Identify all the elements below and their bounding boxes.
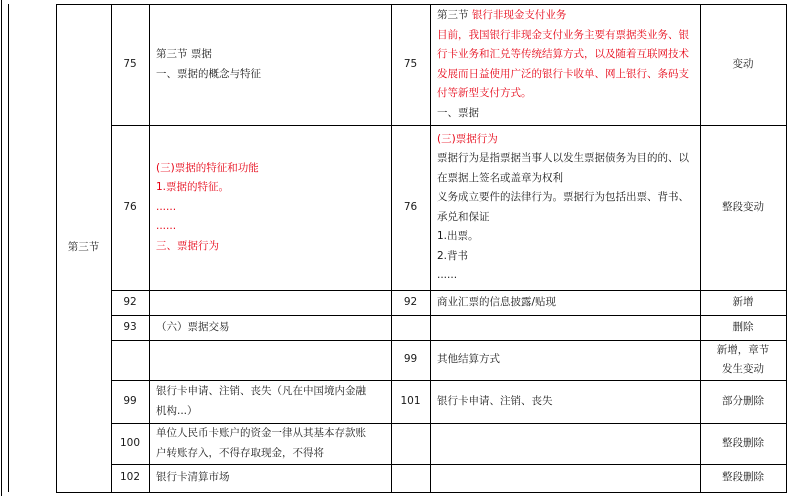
- old-content-text: ......: [156, 200, 177, 213]
- old-content-text: 银行卡清算市场: [156, 471, 230, 484]
- row-border: [111, 125, 787, 126]
- new-page-number: [391, 4, 430, 125]
- change-type-text: 整段删除: [722, 471, 764, 484]
- new-content-line: [437, 65, 696, 85]
- old-content: [149, 423, 391, 464]
- row-border: [111, 464, 787, 465]
- new-page-number-text: 75: [403, 57, 418, 70]
- row-border: [111, 423, 787, 424]
- change-type: [700, 423, 786, 464]
- old-page-number-text: 92: [123, 295, 137, 308]
- old-content-text: （六）票据交易: [156, 320, 230, 333]
- change-type: [700, 290, 786, 315]
- new-content-segment: (三)票据行为: [437, 132, 498, 145]
- new-page-number-text: 101: [400, 394, 421, 407]
- old-content-text: 户转账存入，不得存取现金，不得将: [156, 446, 324, 459]
- new-content-line: [437, 6, 696, 26]
- new-content-line: [437, 293, 696, 313]
- row-border: [111, 315, 787, 316]
- new-content-segment: 银行卡申请、注销、丧失: [437, 394, 553, 407]
- new-page-number-text: 92: [403, 295, 418, 308]
- row-border: [111, 290, 787, 291]
- row-border: [111, 380, 787, 381]
- old-content-text: 一、票据的概念与特征: [156, 67, 261, 80]
- new-content-line: [437, 149, 696, 169]
- new-content-line: [437, 45, 696, 65]
- old-content: [149, 464, 391, 492]
- new-page-number: [391, 315, 430, 340]
- row-border: [56, 4, 787, 5]
- old-content-line: [156, 444, 387, 464]
- column-border: [700, 4, 701, 492]
- old-content: [149, 340, 391, 380]
- new-content-line: [437, 104, 696, 124]
- new-page-number: [391, 340, 430, 380]
- change-type: [700, 464, 786, 492]
- new-content: [430, 315, 700, 340]
- new-content-segment: 发展而日益使用广泛的银行卡收单、网上银行、条码支: [437, 67, 689, 80]
- new-content: [430, 290, 700, 315]
- old-page-number: [111, 340, 149, 380]
- old-content-text: 银行卡申请、注销、丧失（凡在中国境内金融: [156, 385, 366, 397]
- old-content-line: [156, 65, 387, 85]
- old-content-line: [156, 198, 387, 218]
- column-border: [149, 4, 150, 492]
- new-content-segment: 付等新型支付方式。: [437, 87, 532, 99]
- old-page-number-text: 102: [119, 471, 141, 484]
- new-content-line: [437, 188, 696, 208]
- old-page-number: [111, 315, 149, 340]
- change-type: [700, 380, 786, 423]
- old-content-line: [156, 178, 387, 198]
- new-content-segment: 其他结算方式: [437, 353, 500, 366]
- section-label-cell: [56, 4, 111, 492]
- change-type-text: 删除: [732, 320, 754, 333]
- old-content-line: [156, 217, 387, 237]
- new-content-line: [437, 84, 696, 104]
- old-content: [149, 125, 391, 290]
- old-page-number: [111, 125, 149, 290]
- new-content-segment: 第三节: [437, 9, 472, 21]
- column-border: [56, 4, 57, 492]
- new-content-line: [437, 392, 696, 412]
- new-content: [430, 423, 700, 464]
- new-content: [430, 4, 700, 125]
- old-content-line: [156, 45, 387, 65]
- new-content-segment: 承兑和保证: [437, 210, 490, 223]
- old-content: [149, 380, 391, 423]
- new-content: [430, 380, 700, 423]
- row-border: [111, 340, 787, 341]
- old-page-number-text: 99: [123, 394, 137, 407]
- change-type-text: 部分删除: [722, 394, 764, 407]
- old-page-number: [111, 423, 149, 464]
- new-content-line: [437, 227, 696, 247]
- new-content-segment: 商业汇票的信息披露/贴现: [437, 295, 557, 308]
- new-content: [430, 464, 700, 492]
- column-border: [111, 4, 112, 492]
- new-content-line: [437, 208, 696, 228]
- old-content-text: (三)票据的特征和功能: [156, 161, 259, 174]
- old-content: [149, 4, 391, 125]
- new-content-segment: 2.背书: [437, 249, 469, 262]
- change-type-text: 新增，章节发生变动: [716, 343, 770, 375]
- column-border: [8, 4, 9, 492]
- new-content-segment: 票据行为是指票据当事人以发生票据债务为目的的、以: [437, 152, 689, 164]
- new-page-number: [391, 290, 430, 315]
- new-page-number: [391, 464, 430, 492]
- new-page-number-text: 99: [403, 353, 418, 366]
- change-type-text: 整段删除: [722, 436, 764, 449]
- change-type-text: 整段变动: [722, 200, 764, 213]
- column-border: [391, 4, 392, 492]
- new-content-line: [437, 169, 696, 189]
- change-type-text: 变动: [732, 57, 754, 70]
- row-border: [56, 492, 787, 493]
- old-content-line: [156, 382, 387, 402]
- outer-border: [1, 0, 2, 496]
- section-label: 第三节: [67, 241, 100, 254]
- old-page-number: [111, 290, 149, 315]
- new-content-line: [437, 26, 696, 46]
- new-content-segment: 一、票据: [437, 106, 479, 119]
- change-type: [700, 340, 786, 380]
- old-content-text: 单位人民币卡账户的资金一律从其基本存款账: [156, 427, 366, 439]
- new-page-number: [391, 423, 430, 464]
- column-border: [786, 4, 787, 492]
- old-content: [149, 315, 391, 340]
- old-page-number-text: 75: [123, 57, 137, 70]
- change-type: [700, 315, 786, 340]
- new-content-segment: 银行非现金支付业务: [471, 9, 567, 21]
- column-border: [430, 4, 431, 492]
- new-content-segment: 目前，我国银行非现金支付业务主要有票据类业务、银: [437, 28, 689, 41]
- new-content: [430, 340, 700, 380]
- old-content-line: [156, 237, 387, 257]
- old-page-number-text: 100: [119, 436, 141, 449]
- old-content-text: 三、票据行为: [156, 239, 219, 252]
- old-page-number-text: 76: [123, 200, 137, 213]
- old-content-text: 第三节 票据: [156, 48, 212, 60]
- old-content-text: 机构...）: [156, 404, 198, 417]
- change-type-text: 新增: [732, 295, 754, 308]
- old-page-number: [111, 4, 149, 125]
- old-content-text: 1.票据的特征。: [156, 181, 230, 194]
- new-page-number: [391, 125, 430, 290]
- change-type: [700, 125, 786, 290]
- new-content-segment: ......: [437, 269, 458, 281]
- new-content-line: [437, 350, 696, 370]
- new-content-segment: 行卡业务和汇兑等传统结算方式，以及随着互联网技术: [437, 48, 689, 60]
- old-content-line: [156, 424, 387, 444]
- old-content-text: ......: [156, 220, 177, 233]
- new-page-number: [391, 380, 430, 423]
- new-content-line: [437, 266, 696, 286]
- old-page-number: [111, 464, 149, 492]
- old-content: [149, 290, 391, 315]
- new-content-segment: 在票据上签名或盖章为权利: [437, 171, 563, 184]
- new-content-line: [437, 247, 696, 267]
- new-page-number-text: 76: [403, 200, 418, 213]
- old-content-line: [156, 468, 387, 488]
- new-content: [430, 125, 700, 290]
- new-content-line: [437, 130, 696, 150]
- new-content-segment: 义务成立要件的法律行为。票据行为包括出票、背书、: [437, 191, 689, 203]
- old-page-number-text: 93: [123, 320, 137, 333]
- old-content-line: [156, 402, 387, 422]
- old-content-line: [156, 159, 387, 179]
- new-content-segment: 1.出票。: [437, 230, 479, 242]
- old-content-line: [156, 318, 387, 338]
- change-type: [700, 4, 786, 125]
- old-page-number: [111, 380, 149, 423]
